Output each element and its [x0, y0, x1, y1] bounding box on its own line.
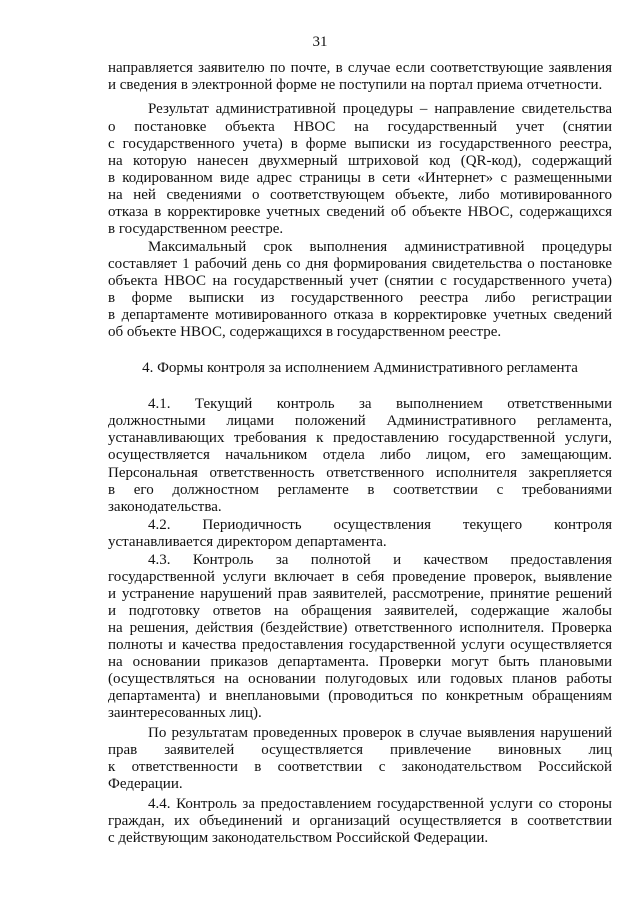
- text-line: граждан, их объединений и организаций осуществляется в соответствии: [108, 813, 612, 829]
- text-line: и подготовку ответов на обращения заявителей, содержащие жалобы: [108, 603, 612, 619]
- text-line: прав заявителей осуществляется привлечение виновных лиц: [108, 742, 612, 758]
- text-line: в кодированном виде адрес страницы в сети «Интернет» с размещенными: [108, 170, 612, 186]
- text-line: в департаменте мотивированного отказа в корректировке учетных сведений: [108, 307, 612, 323]
- text-line: 4.1. Текущий контроль за выполнением ответственными: [148, 396, 612, 412]
- text-line: Результат административной процедуры – направление свидетельства: [148, 101, 612, 117]
- text-line: заинтересованных лиц).: [108, 705, 262, 721]
- text-line: По результатам проведенных проверок в случае выявления нарушений: [148, 725, 612, 741]
- text-line: полноты и качества предоставления государственной услуги осуществляется: [108, 637, 612, 653]
- text-line: в его должностном регламенте в соответствии с требованиями: [108, 482, 612, 498]
- text-line: устанавливается директором департамента.: [108, 534, 387, 550]
- text-line: об объекте НВОС, содержащихся в государственном реестре.: [108, 324, 502, 340]
- section-heading: 4. Формы контроля за исполнением Административного регламента: [142, 360, 578, 376]
- text-line: должностными лицами положений Административного регламента,: [108, 413, 612, 429]
- text-line: в форме выписки из государственного реестра либо регистрации: [108, 290, 612, 306]
- text-line: и сведения в электронной форме не поступили на портал приема отчетности.: [108, 77, 603, 93]
- page-number: 31: [312, 34, 328, 50]
- text-line: осуществляется начальником отдела либо лицом, его замещающим.: [108, 447, 612, 463]
- text-line: 4.3. Контроль за полнотой и качеством предоставления: [148, 552, 612, 568]
- text-line: в государственном реестре.: [108, 221, 284, 237]
- text-line: о постановке объекта НВОС на государственный учет (снятии: [108, 119, 612, 135]
- text-line: Федерации.: [108, 776, 183, 792]
- text-line: с государственного учета) в форме выписки из государственного реестра,: [108, 136, 612, 152]
- text-line: на которую нанесен двухмерный штриховой код (QR-код), содержащий: [108, 153, 612, 169]
- text-line: Персональная ответственность ответственного исполнителя закрепляется: [108, 465, 612, 481]
- text-line: и устранение нарушений прав заявителей, рассмотрение, принятие решений: [108, 586, 612, 602]
- text-line: департамента) и внеплановыми (проводиться по конкретным обращениям: [108, 688, 612, 704]
- text-line: отказа в корректировке учетных сведений об объекте НВОС, содержащихся: [108, 204, 612, 220]
- text-line: Максимальный срок выполнения административной процедуры: [148, 239, 612, 255]
- text-line: 4.4. Контроль за предоставлением государственной услуги со стороны: [148, 796, 612, 812]
- text-line: составляет 1 рабочий день со дня формирования свидетельства о постановке: [108, 256, 612, 272]
- text-line: устанавливающих требования к предоставлению государственной услуги,: [108, 430, 612, 446]
- text-line: к ответственности в соответствии с законодательством Российской: [108, 759, 612, 775]
- text-line: с действующим законодательством Российской Федерации.: [108, 830, 489, 846]
- text-line: 4.2. Периодичность осуществления текущего контроля: [148, 517, 612, 533]
- text-line: на ней сведениями о соответствующем объекте, либо мотивированного: [108, 187, 612, 203]
- text-line: объекта НВОС на государственный учет (снятии с государственного учета): [108, 273, 612, 289]
- text-line: на решения, действия (бездействие) ответственного исполнителя. Проверка: [108, 620, 612, 636]
- text-line: (осуществляться на основании полугодовых или годовых планов работы: [108, 671, 612, 687]
- text-line: законодательства.: [108, 499, 222, 515]
- text-line: государственной услуги включает в себя проведение проверок, выявление: [108, 569, 612, 585]
- text-line: направляется заявителю по почте, в случае если соответствующие заявления: [108, 60, 612, 76]
- text-line: на основании приказов департамента. Проверки могут быть плановыми: [108, 654, 612, 670]
